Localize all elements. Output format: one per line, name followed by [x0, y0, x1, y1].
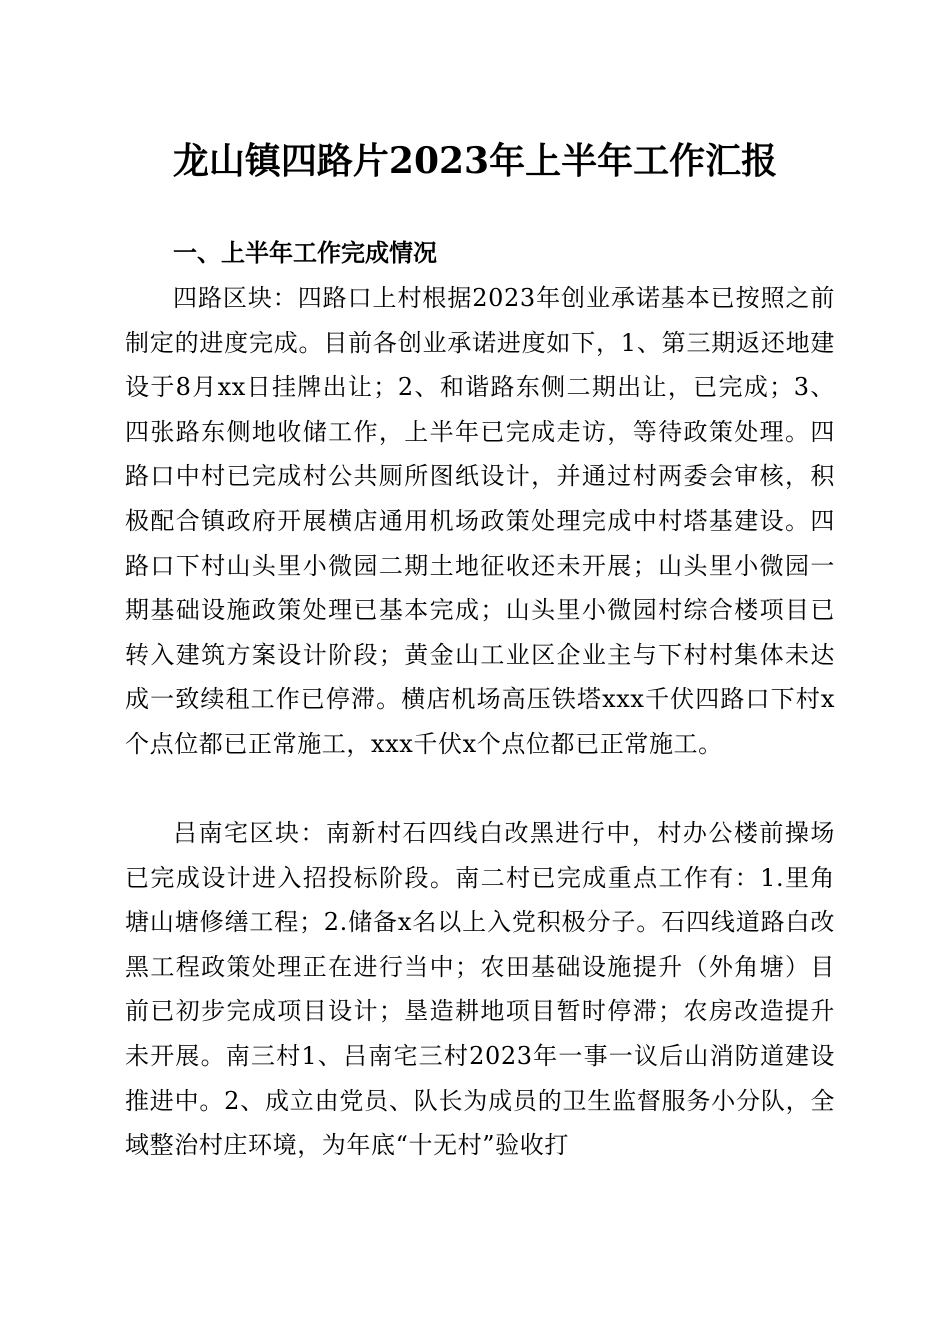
paragraph-lvnanzhai-block: 吕南宅区块：南新村石四线白改黑进行中，村办公楼前操场已完成设计进入招投标阶段。南二村已完成重点工作有：1.里角塘山塘修缮工程；2.储备x名以上入党积极分子。石四线道路白改黑工程政策处理正在进行当中；农田基础设施提升（外角塘）目前已初步完成项目设计；垦造耕地项目暂时停滞；农房改造提升未开展。南三村1、吕南宅三村2023年一事一议后山消防道建设推进中。2、成立由党员、队长为成员的卫生监督服务小分队，全域整治村庄环境，为年底“十无村”验收打	[125, 819, 835, 1160]
section-heading: 一、上半年工作完成情况	[173, 239, 437, 267]
paragraph-silu-block: 四路区块：四路口上村根据2023年创业承诺基本已按照之前制定的进度完成。目前各创业承诺进度如下，1、第三期返还地建设于8月xx日挂牌出让；2、和谐路东侧二期出让，已完成；3、四张路东侧地收储工作，上半年已完成走访，等待政策处理。四路口中村已完成村公共厕所图纸设计，并通过村两委会审核，积极配合镇政府开展横店通用机场政策处理完成中村塔基建设。四路口下村山头里小微园二期土地征收还未开展；山头里小微园一期基础设施政策处理已基本完成；山头里小微园村综合楼项目已转入建筑方案设计阶段；黄金山工业区企业主与下村村集体未达成一致续租工作已停滞。横店机场高压铁塔xxx千伏四路口下村x个点位都已正常施工，xxx千伏x个点位都已正常施工。	[125, 284, 835, 758]
document-title: 龙山镇四路片2023年上半年工作汇报	[172, 140, 778, 182]
